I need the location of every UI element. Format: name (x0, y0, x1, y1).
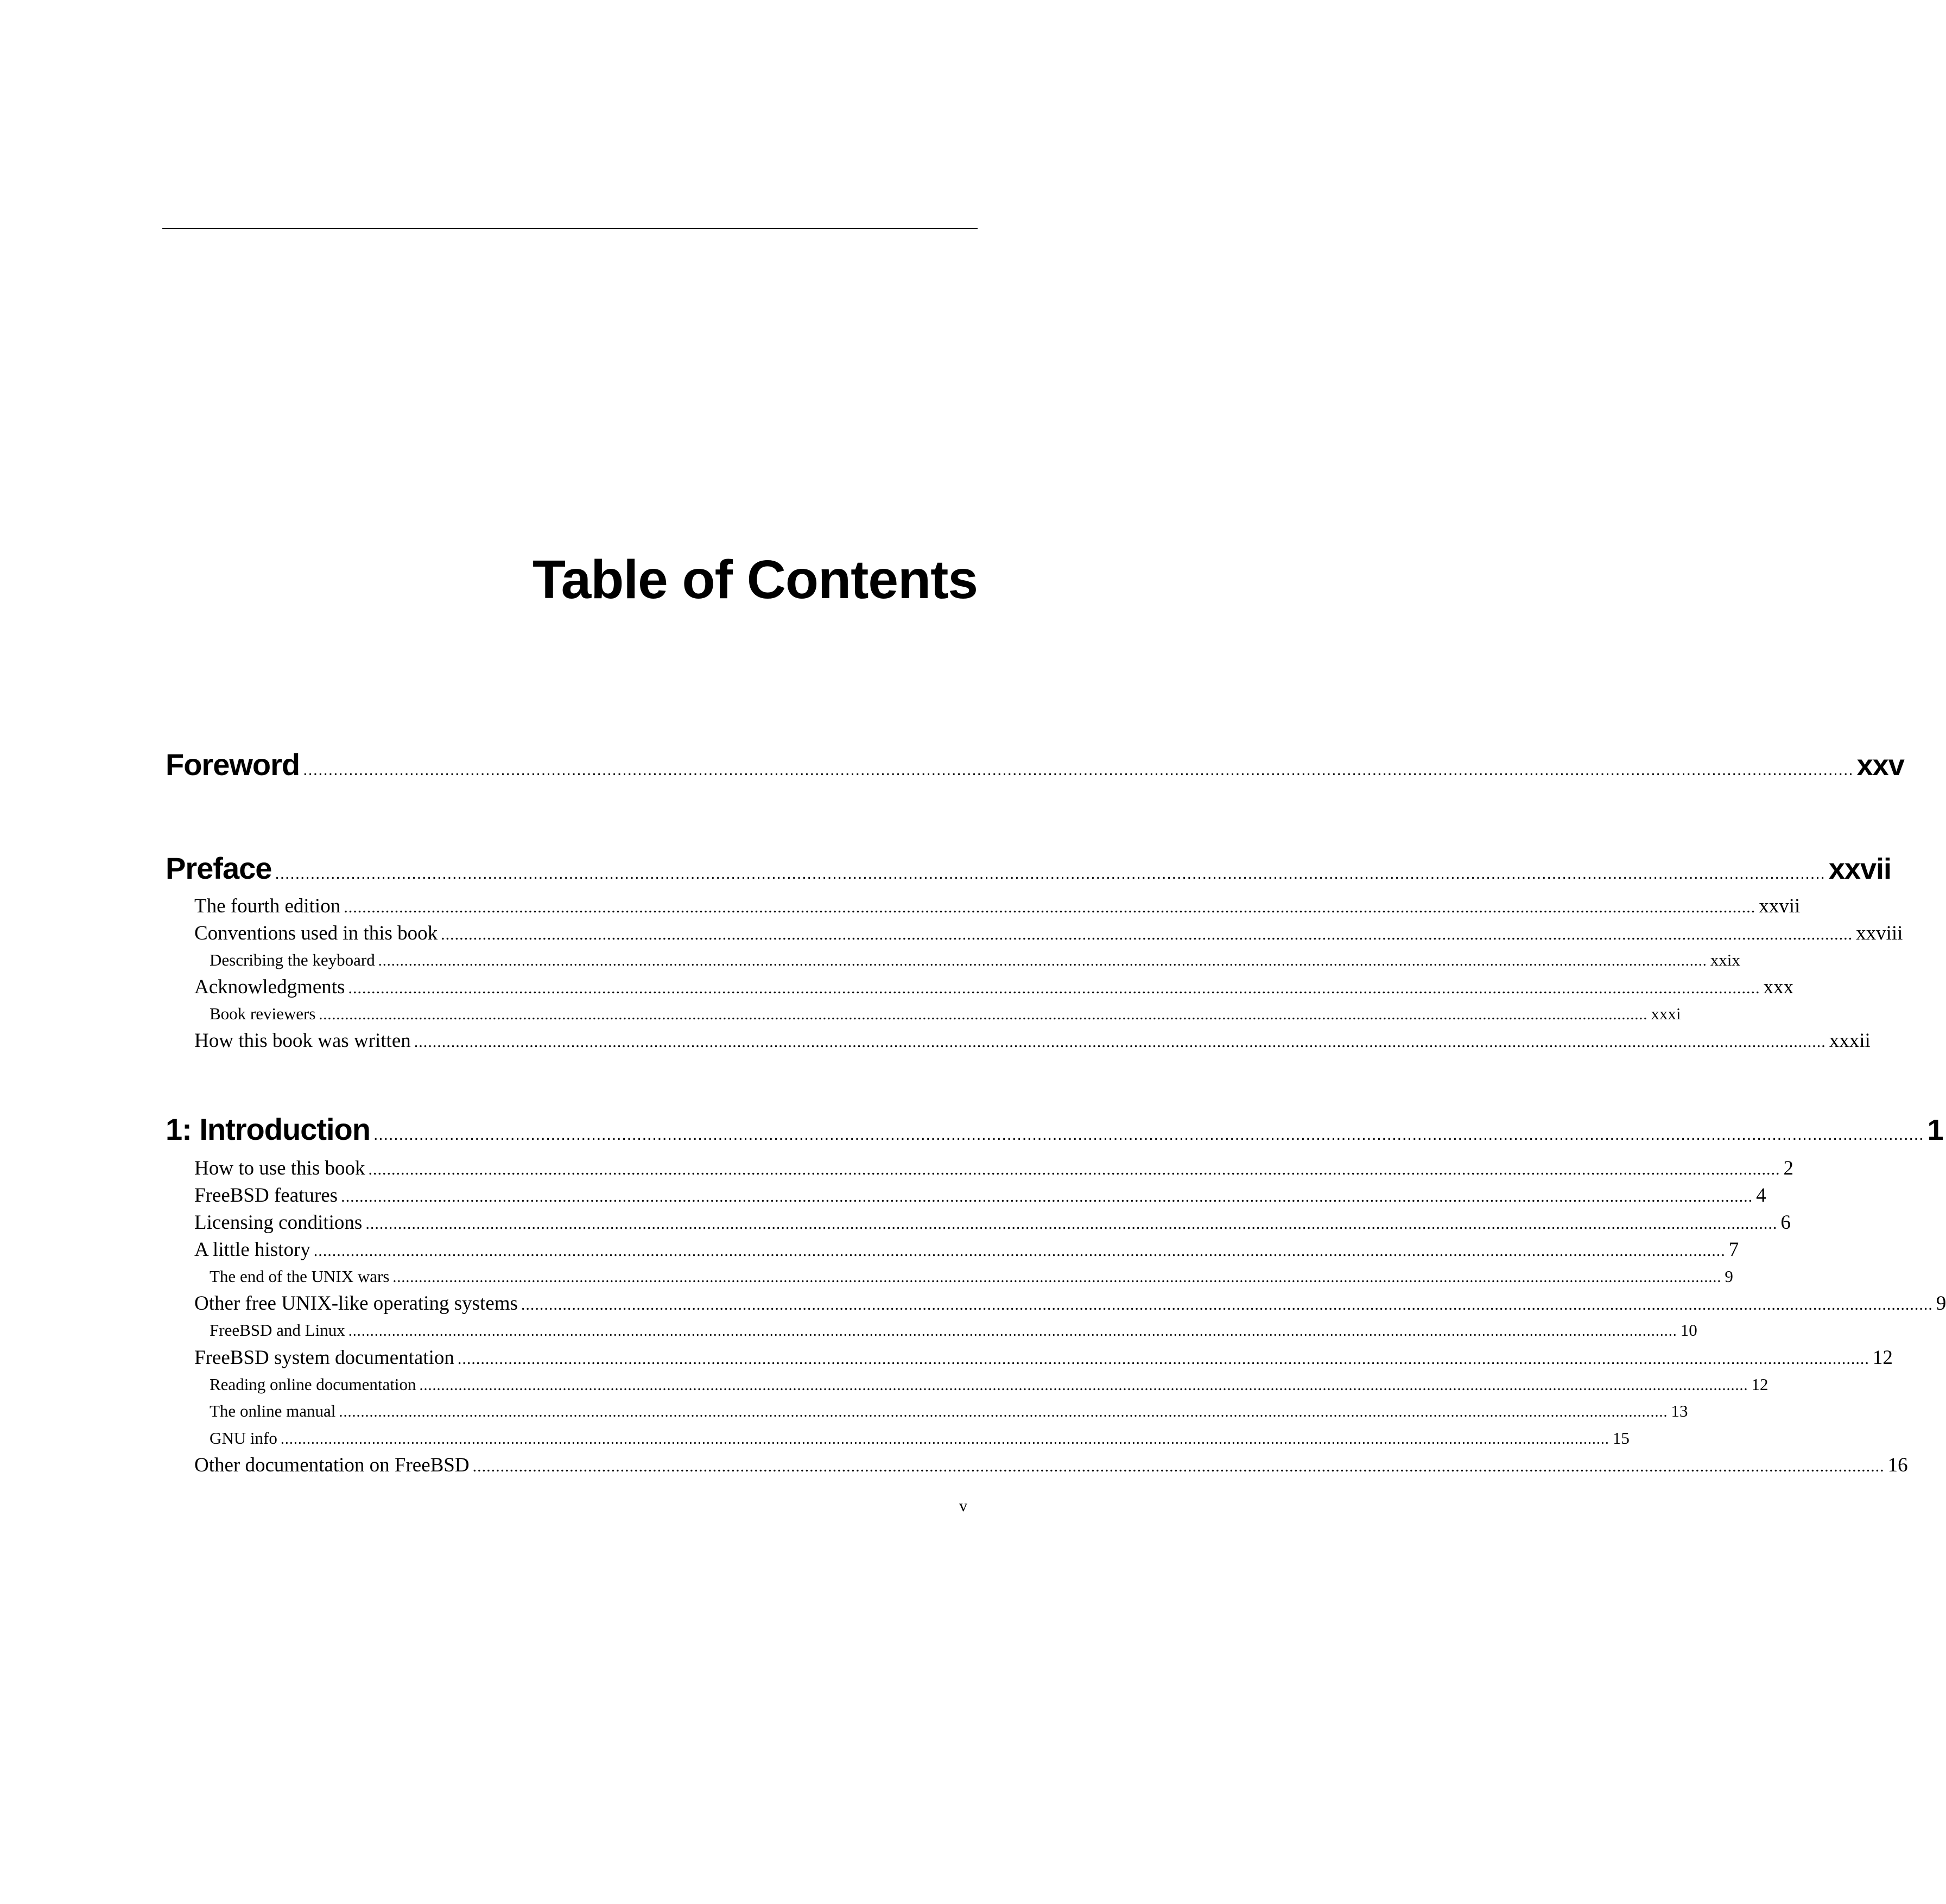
toc-entry-label: Acknowledgments (194, 976, 345, 998)
toc-entry-label: The end of the UNIX wars (210, 1267, 390, 1286)
toc-entry-page: 4 (1756, 1184, 1766, 1207)
toc-entry-page: xxix (1710, 950, 1740, 969)
toc-entry-label: Foreword (166, 747, 300, 782)
toc-entry-label: How to use this book (194, 1157, 365, 1179)
toc-entry-label: Other free UNIX-like operating systems (194, 1292, 518, 1315)
toc-section[interactable] (194, 894, 1801, 919)
toc-entry-page: xxx (1763, 976, 1793, 998)
toc-subsection[interactable] (210, 1004, 1681, 1026)
toc-subsection[interactable] (210, 1401, 1688, 1423)
toc-leader-dots: .................................................................................................................................................................................................................................................................................................................. (348, 1323, 1677, 1340)
toc-leader-dots: .................................................................................................................................................................................................................................................................................................................. (378, 953, 1707, 969)
toc-section[interactable] (194, 975, 1793, 1000)
toc-entry-page: 9 (1725, 1267, 1733, 1286)
toc-entry-page: xxv (1856, 749, 1904, 782)
toc-leader-dots: .................................................................................................................................................................................................................................................................................................................. (392, 1269, 1722, 1286)
toc-entry-page: 7 (1728, 1239, 1739, 1261)
toc-entry-page: 1 (1927, 1114, 1943, 1146)
toc-entry-page: 2 (1783, 1157, 1793, 1179)
toc-entry-label: FreeBSD and Linux (210, 1321, 345, 1340)
toc-entry-label: Conventions used in this book (194, 922, 438, 944)
toc-entry-label: Other documentation on FreeBSD (194, 1454, 470, 1476)
toc-leader-dots: .................................................................................................................................................................................................................................................................................................................. (521, 1296, 1933, 1313)
toc-leader-dots: .................................................................................................................................................................................................................................................................................................................. (419, 1377, 1748, 1394)
toc-leader-dots: .................................................................................................................................................................................................................................................................................................................. (373, 1126, 1924, 1144)
toc-section[interactable] (194, 1454, 1908, 1478)
toc-section[interactable] (194, 1029, 1871, 1054)
toc-section[interactable] (194, 1238, 1739, 1263)
toc-entry-label: Describing the keyboard (210, 950, 375, 969)
toc-leader-dots: .................................................................................................................................................................................................................................................................................................................. (303, 761, 1854, 779)
toc-leader-dots: .................................................................................................................................................................................................................................................................................................................. (275, 865, 1825, 883)
toc-entry-page: 15 (1612, 1429, 1630, 1448)
toc-subsection[interactable] (210, 1375, 1768, 1397)
toc-entry-page: xxvii (1828, 853, 1891, 885)
toc-entry-page: 16 (1887, 1454, 1908, 1476)
toc-leader-dots: .................................................................................................................................................................................................................................................................................................................. (319, 1006, 1648, 1023)
toc-section[interactable] (194, 1346, 1893, 1371)
toc-leader-dots: .................................................................................................................................................................................................................................................................................................................. (280, 1431, 1609, 1448)
toc-section[interactable] (194, 1211, 1791, 1236)
page-title: Table of Contents (532, 549, 978, 610)
page-number: v (959, 1497, 967, 1515)
toc-entry-page: xxviii (1856, 922, 1903, 944)
toc-entry-label: GNU info (210, 1429, 277, 1448)
toc-entry-page: xxxii (1829, 1030, 1871, 1052)
toc-leader-dots: .................................................................................................................................................................................................................................................................................................................. (341, 1188, 1753, 1205)
toc-entry-page: 10 (1680, 1321, 1697, 1340)
toc-leader-dots: .................................................................................................................................................................................................................................................................................................................. (348, 979, 1760, 997)
toc-entry-label: How this book was written (194, 1030, 411, 1052)
toc-section[interactable] (194, 922, 1903, 947)
toc-chapter-foreword[interactable] (166, 747, 1904, 785)
toc-chapter-introduction[interactable] (166, 1112, 1943, 1150)
toc-entry-label: Reading online documentation (210, 1375, 416, 1394)
toc-entry-page: xxvii (1759, 895, 1801, 917)
toc-entry-page: 6 (1780, 1211, 1791, 1234)
toc-leader-dots: .................................................................................................................................................................................................................................................................................................................. (441, 925, 1853, 943)
toc-chapter-preface[interactable] (166, 851, 1891, 888)
toc-leader-dots: .................................................................................................................................................................................................................................................................................................................. (313, 1242, 1726, 1260)
toc-entry-label: The online manual (210, 1401, 336, 1420)
toc-subsection[interactable] (210, 950, 1740, 972)
toc-entry-label: A little history (194, 1239, 310, 1261)
toc-leader-dots: .................................................................................................................................................................................................................................................................................................................. (339, 1404, 1668, 1420)
toc-entry-label: 1: Introduction (166, 1112, 370, 1146)
toc-subsection[interactable] (210, 1321, 1697, 1342)
toc-leader-dots: .................................................................................................................................................................................................................................................................................................................. (368, 1160, 1780, 1178)
toc-leader-dots: .................................................................................................................................................................................................................................................................................................................. (344, 898, 1756, 916)
toc-entry-label: Preface (166, 851, 272, 885)
top-rule (162, 228, 978, 229)
toc-subsection[interactable] (210, 1267, 1733, 1289)
toc-entry-page: 13 (1671, 1401, 1688, 1420)
toc-entry-page: 9 (1936, 1292, 1946, 1315)
toc-section[interactable] (194, 1157, 1793, 1182)
toc-leader-dots: .................................................................................................................................................................................................................................................................................................................. (414, 1033, 1826, 1051)
toc-entry-label: FreeBSD system documentation (194, 1347, 454, 1369)
toc-entry-page: 12 (1872, 1347, 1893, 1369)
toc-leader-dots: .................................................................................................................................................................................................................................................................................................................. (365, 1215, 1778, 1233)
toc-section[interactable] (194, 1184, 1766, 1209)
toc-section[interactable] (194, 1292, 1946, 1317)
toc-entry-page: xxxi (1651, 1004, 1681, 1023)
toc-entry-label: The fourth edition (194, 895, 341, 917)
toc-entry-label: Licensing conditions (194, 1211, 363, 1234)
toc-entry-page: 12 (1751, 1375, 1768, 1394)
toc-leader-dots: .................................................................................................................................................................................................................................................................................................................. (457, 1350, 1869, 1368)
toc-entry-label: FreeBSD features (194, 1184, 338, 1207)
toc-leader-dots: .................................................................................................................................................................................................................................................................................................................. (472, 1457, 1885, 1475)
toc-entry-label: Book reviewers (210, 1004, 316, 1023)
toc-subsection[interactable] (210, 1429, 1630, 1450)
